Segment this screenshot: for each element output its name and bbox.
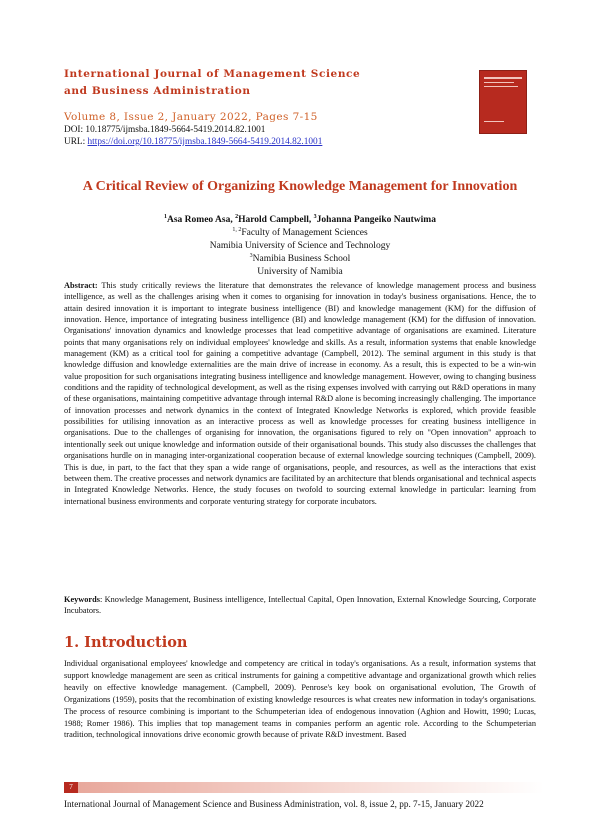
doi-link[interactable]: https://doi.org/10.18775/ijmsba.1849-5664-5419.2014.82.1001 bbox=[87, 137, 323, 147]
section-heading: 1. Introduction bbox=[64, 634, 188, 651]
introduction-text: Individual organisational employees' knowledge and competency are critical in today's organisations. As a result, information systems that support knowledge management are seen as critical instruments for gaining a competitive advantage and organizational growth which relies heavily on effective knowledge management. (Campbell, 2009). Penrose's key book on organisational evolution, The Growth of Organizations (1959), posits that the recombination of existing knowledge resources is what creates new information in today's organisations. The process of resource combining is important to the Schumpeterian idea of endogenous innovation (Aghion and Howitt, 1990; Lucas, 1988; Romer 1986). This implies that top management teams in companies perform an agentic role. According to the Schumpeterian tradition, technological innovations drive economic growth because of private R&D investment. Based bbox=[64, 659, 536, 740]
affiliation-line bbox=[64, 227, 536, 239]
author-list bbox=[64, 214, 536, 226]
footer-bar bbox=[64, 782, 544, 793]
page-number: 7 bbox=[69, 783, 73, 791]
volume-info: Volume 8, Issue 2, January 2022, Pages 7-15 bbox=[64, 111, 318, 123]
author-name: Johanna Pangeiko Nautwima bbox=[316, 215, 436, 225]
affiliation-sup: 1, 2 bbox=[232, 227, 242, 233]
affiliation-sup: 3 bbox=[249, 253, 253, 259]
keywords-label: Keywords bbox=[64, 595, 100, 604]
abstract bbox=[64, 280, 536, 507]
doi-line: DOI: 10.18775/ijmsba.1849-5664-5419.2014.82.1001 bbox=[64, 125, 266, 135]
abstract-label: Abstract: bbox=[64, 281, 98, 290]
author-name: Harold Campbell, bbox=[238, 215, 314, 225]
journal-header bbox=[64, 66, 534, 148]
journal-cover-thumbnail bbox=[479, 70, 527, 134]
author-sup: 1 bbox=[164, 214, 167, 220]
paper-title: A Critical Review of Organizing Knowledge Management for Innovation bbox=[82, 179, 518, 194]
author-sup: 2 bbox=[235, 214, 239, 220]
affiliation-text: Faculty of Management Sciences bbox=[241, 228, 368, 238]
affiliation-text: Namibia University of Science and Technology bbox=[209, 241, 391, 251]
abstract-text: This study critically reviews the literature that demonstrates the relevance of knowledge management process and business intelligence, as well as the challenges arising when it comes to organising for innovation in today's business organisations. Hence, the to attain desired innovation it is important to integrate business intelligence (BI) and knowledge management (KM) for the diffusion of innovation. Hence, importance of integrating business intelligence (BI) and knowledge management (KM) for the diffusion of innovation. Organisations' innovation dynamics and knowledge processes that lead competitive advantage of organisations are examined. Literature points that many organisations rely on individual employees' knowledge and skills. As a result, information systems that enable knowledge management (KM) as a critical tool for gaining a competitive advantage (Campbell, 2012). The seminal argument in this study is that knowledge diffusion and knowledge externalities are the main drive of increase in economy. As a result, this is expected to be a win-win value proposition for such organisations integrating business intelligence and knowledge management. However, owing to changing business conditions and the rapidity of technological development, as well as the rising expenses involved with carrying out R&D operations in many of these organisations, maintaining competitive advantage through internal R&D alone is becoming increasingly challenging. The importance of innovation processes and network dynamics in the context of Integrated Knowledge Networks is explored, which provide feasible possibilities for utilising innovation as an interactive process as well as knowledge processes for creating business intelligence in organisations. Due to the challenges of organising for innovation, the organisations figured to rely on "Open innovation" approach to intentionally seek out unique knowledge and information outside of their organisational bounds. This study also discusses the challenges that organisations hurdle on in managing inter-organizational cooperation because of external knowledge sourcing techniques (Campbell, 2009). This is due, in part, to the fact that they span a wide range of organisations, people, and resources, as well as the interactions that exist between them. The creative processes and network dynamics are facilitated by an architecture that blends organisational and technical aspects in Integrated Knowledge Networks. Hence, the study focuses on twofold to sourcing external knowledge in particular: learning from international business environments and corporate venturing strategy for corporate incubators. bbox=[64, 281, 536, 506]
affiliation-text: University of Namibia bbox=[257, 267, 343, 277]
url-label: URL: bbox=[64, 137, 86, 147]
footer-citation: International Journal of Management Science and Business Administration, vol. 8, issue 2, pp. 7-15, January 2022 bbox=[64, 799, 484, 809]
journal-title: International Journal of Management Science and Business Administration bbox=[64, 68, 361, 97]
affiliation-line bbox=[64, 253, 536, 265]
keywords-text: : Knowledge Management, Business intelligence, Intellectual Capital, Open Innovation, External Knowledge Sourcing, Corporate Incubators. bbox=[64, 595, 536, 616]
url-line bbox=[64, 136, 534, 148]
affiliation-line bbox=[64, 266, 536, 278]
author-name: Asa Romeo Asa, bbox=[167, 215, 236, 225]
affiliation-line bbox=[64, 240, 536, 252]
keywords bbox=[64, 594, 536, 617]
affiliation-text: Namibia Business School bbox=[252, 254, 351, 264]
author-sup: 3 bbox=[313, 214, 317, 220]
